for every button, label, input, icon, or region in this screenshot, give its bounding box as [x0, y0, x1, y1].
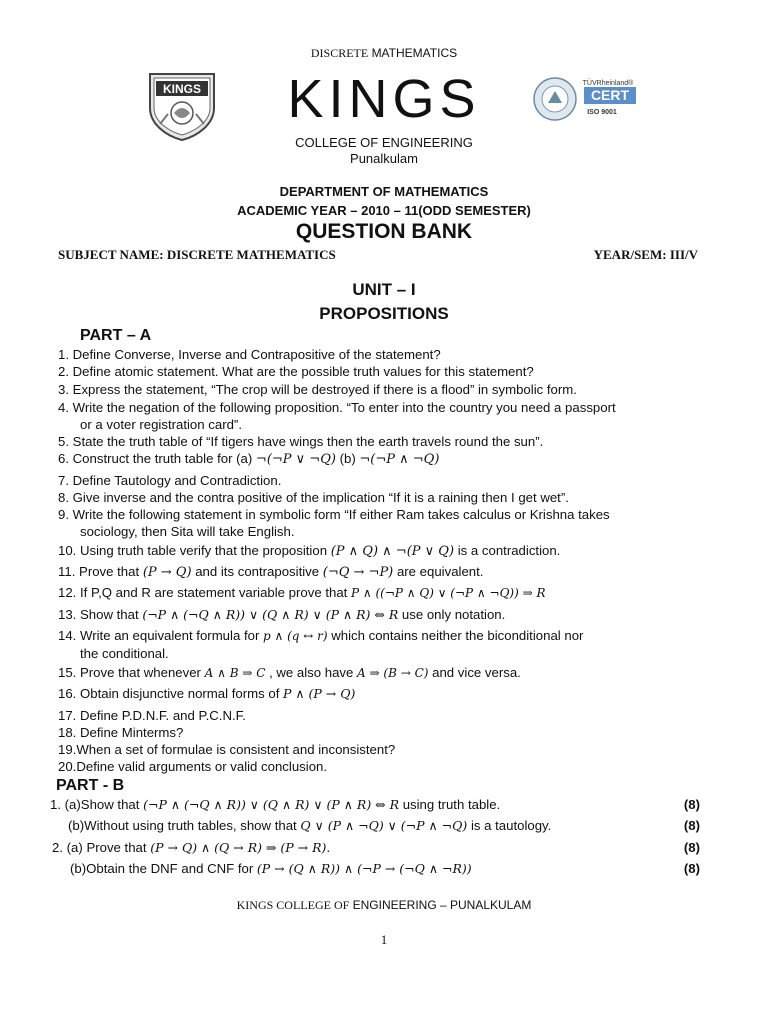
formula: P ∧ ((¬P ∧ Q) ∨ (¬P ∧ ¬Q)) ⇒ R: [350, 586, 546, 600]
subject-name: SUBJECT NAME: DISCRETE MATHEMATICS: [58, 247, 336, 262]
formula: (P → Q): [142, 565, 192, 580]
year-semester: YEAR/SEM: III/V: [593, 247, 698, 262]
college-name-large: KINGS: [287, 69, 481, 129]
part-a-question: 6. Construct the truth table for (a) ¬(¬P ∨ ¬Q) (b) ¬(¬P ∧ ¬Q): [58, 451, 440, 467]
part-a-question: 5. State the truth table of “If tigers have wings then the earth travels round the sun”.: [58, 434, 544, 449]
formula: Q ∨ (P ∧ ¬Q) ∨ (¬P ∧ ¬Q): [300, 818, 468, 833]
part-a-question: 18. Define Minterms?: [58, 725, 184, 740]
page-number: 1: [380, 932, 388, 947]
academic-year: ACADEMIC YEAR – 2010 – 11(ODD SEMESTER): [237, 203, 531, 218]
part-a-question: 13. Show that (¬P ∧ (¬Q ∧ R)) ∨ (Q ∧ R) ∨ (P ∧ R) ⇔ R use only notation.: [58, 607, 506, 622]
question-marks: (8): [683, 797, 700, 812]
part-a-question: 4. Write the negation of the following proposition. “To enter into the country you need a passport: [58, 400, 616, 415]
part-a-question: 12. If P,Q and R are statement variable prove that P ∧ ((¬P ∧ Q) ∨ (¬P ∧ ¬Q)) ⇒ R: [58, 585, 546, 600]
formula: (P → Q) ∧ (Q → R) ⇒ (P → R).: [150, 840, 331, 855]
part-b-question: (b)Obtain the DNF and CNF for (P → (Q ∧ R)) ∧ (¬P → (¬Q ∧ ¬R)): [70, 861, 472, 876]
logo-kings-text: KINGS: [162, 82, 202, 96]
unit-title: UNIT – I: [352, 280, 416, 299]
part-b-heading: PART - B: [56, 777, 125, 794]
part-a-question: 14. Write an equivalent formula for p ∧ (q ↔ r) which contains neither the biconditional nor: [58, 628, 584, 643]
part-a-question: 7. Define Tautology and Contradiction.: [58, 473, 282, 488]
formula: P ∧ (P → Q): [283, 686, 356, 701]
formula: ¬(¬P ∨ ¬Q): [255, 452, 336, 467]
college-subtitle: COLLEGE OF ENGINEERING: [295, 135, 473, 150]
part-a-question-continuation: sociology, then Sita will take English.: [80, 524, 295, 539]
part-a-question: 3. Express the statement, “The crop will be destroyed if there is a flood” in symbolic form.: [58, 382, 577, 397]
formula: (P → (Q ∧ R)) ∧ (¬P → (¬Q ∧ ¬R)): [256, 861, 472, 876]
part-a-question-continuation: or a voter registration card”.: [80, 417, 242, 432]
formula: (P ∧ Q) ∧ ¬(P ∨ Q): [330, 544, 455, 559]
page-footer: KINGS COLLEGE OF ENGINEERING – PUNALKULAM: [236, 898, 532, 912]
part-b-question: 2. (a) Prove that (P → Q) ∧ (Q → R) ⇒ (P → R).: [52, 840, 331, 855]
part-a-question: 20.Define valid arguments or valid conclusion.: [58, 759, 328, 774]
cert-iso-text: ISO 9001: [587, 109, 617, 116]
formula: A ⇒ (B → C): [357, 666, 429, 680]
question-marks: (8): [683, 840, 700, 855]
cert-label-text: CERT: [590, 87, 630, 103]
part-b-question: 1. (a)Show that (¬P ∧ (¬Q ∧ R)) ∨ (Q ∧ R) ∨ (P ∧ R) ⇔ R using truth table.: [50, 797, 501, 812]
formula: (¬Q → ¬P): [322, 565, 394, 580]
formula: A ∧ B ⇒ C: [204, 666, 266, 680]
part-b-question: (b)Without using truth tables, show that Q ∨ (P ∧ ¬Q) ∨ (¬P ∧ ¬Q) is a tautology.: [68, 818, 552, 833]
part-a-question-continuation: the conditional.: [80, 646, 169, 661]
question-marks: (8): [683, 861, 700, 876]
part-a-question: 8. Give inverse and the contra positive of the implication “If it is a raining then I get wet”.: [58, 490, 569, 505]
unit-subtitle: PROPOSITIONS: [319, 304, 449, 323]
part-a-question: 17. Define P.D.N.F. and P.C.N.F.: [58, 708, 246, 723]
question-bank-title: QUESTION BANK: [295, 220, 473, 243]
formula: p ∧ (q ↔ r): [263, 629, 328, 643]
document-header-title: DISCRETE MATHEMATICS: [310, 46, 458, 60]
part-a-question: 11. Prove that (P → Q) and its contrapositive (¬Q → ¬P) are equivalent.: [58, 564, 484, 580]
college-location: Punalkulam: [350, 151, 418, 166]
part-a-question: 10. Using truth table verify that the proposition (P ∧ Q) ∧ ¬(P ∨ Q) is a contradiction.: [58, 543, 561, 559]
iso-certification-logo: [532, 76, 648, 122]
question-marks: (8): [683, 818, 700, 833]
cert-brand-text: TÜVRheinland®: [582, 80, 634, 87]
formula: ¬(¬P ∧ ¬Q): [359, 452, 440, 467]
part-a-question: 9. Write the following statement in symbolic form “If either Ram takes calculus or Krishna takes: [58, 507, 610, 522]
part-a-question: 16. Obtain disjunctive normal forms of P ∧ (P → Q): [58, 686, 356, 701]
part-a-question: 15. Prove that whenever A ∧ B ⇒ C , we also have A ⇒ (B → C) and vice versa.: [58, 665, 521, 680]
formula: (¬P ∧ (¬Q ∧ R)) ∨ (Q ∧ R) ∨ (P ∧ R) ⇔ R: [143, 797, 400, 812]
part-a-question: 2. Define atomic statement. What are the possible truth values for this statement?: [58, 364, 534, 379]
formula: (¬P ∧ (¬Q ∧ R)) ∨ (Q ∧ R) ∨ (P ∧ R) ⇔ R: [142, 607, 399, 622]
part-a-heading: PART – A: [80, 327, 152, 344]
department-title: DEPARTMENT OF MATHEMATICS: [279, 184, 489, 199]
part-a-question: 1. Define Converse, Inverse and Contrapositive of the statement?: [58, 347, 441, 362]
part-a-question: 19.When a set of formulae is consistent and inconsistent?: [58, 742, 396, 757]
